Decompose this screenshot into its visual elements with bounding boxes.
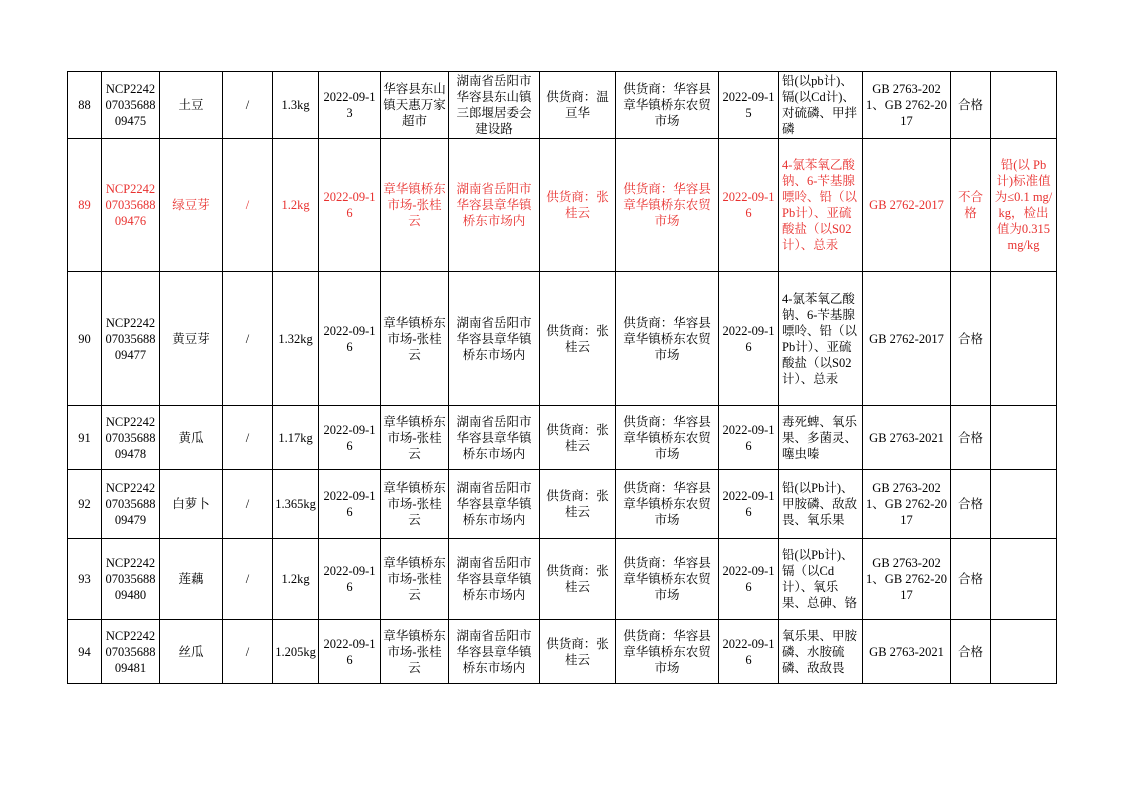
- sample-name: 黄豆芽: [160, 272, 223, 406]
- sampling-date: 2022-09-16: [719, 539, 779, 620]
- brand: /: [223, 406, 273, 470]
- seller-address: 湖南省岳阳市华容县章华镇桥东市场内: [449, 470, 540, 539]
- table-row: [68, 406, 1057, 470]
- seller-address: 湖南省岳阳市华容县章华镇桥东市场内: [449, 272, 540, 406]
- result: 合格: [951, 406, 991, 470]
- standard: GB 2762-2017: [863, 139, 951, 272]
- standard: GB 2763-2021: [863, 620, 951, 684]
- remark: [991, 539, 1057, 620]
- sampling-date: 2022-09-16: [719, 470, 779, 539]
- seller-name: 章华镇桥东市场-张桂云: [381, 272, 449, 406]
- production-date: 2022-09-13: [319, 72, 381, 139]
- result: 合格: [951, 72, 991, 139]
- table-row: [68, 620, 1057, 684]
- specification: 1.205kg: [273, 620, 319, 684]
- result: 合格: [951, 620, 991, 684]
- supplier: 供货商：张桂云: [540, 139, 616, 272]
- test-items: 铅(以pb计)、镉(以Cd计)、对硫磷、甲拌磷: [779, 72, 863, 139]
- remark: [991, 470, 1057, 539]
- row-number: 89: [68, 139, 102, 272]
- brand: /: [223, 272, 273, 406]
- sampling-date: 2022-09-16: [719, 406, 779, 470]
- row-number: 93: [68, 539, 102, 620]
- brand: /: [223, 470, 273, 539]
- supplier-market: 供货商：华容县章华镇桥东农贸市场: [616, 470, 719, 539]
- sample-name: 土豆: [160, 72, 223, 139]
- test-items: 4-氯苯氧乙酸钠、6-苄基腺嘌呤、铅（以Pb计）、亚硫酸盐（以S02计）、总汞: [779, 272, 863, 406]
- row-number: 92: [68, 470, 102, 539]
- sample-name: 绿豆芽: [160, 139, 223, 272]
- production-date: 2022-09-16: [319, 620, 381, 684]
- sample-id: NCP224207035688 09481: [102, 620, 160, 684]
- remark: [991, 406, 1057, 470]
- table-row: [68, 470, 1057, 539]
- test-items: 毒死蜱、氧乐果、多菌灵、噻虫嗪: [779, 406, 863, 470]
- sample-id: NCP224207035688 09478: [102, 406, 160, 470]
- sampling-date: 2022-09-16: [719, 139, 779, 272]
- sample-id: NCP224207035688 09476: [102, 139, 160, 272]
- production-date: 2022-09-16: [319, 470, 381, 539]
- test-items: 氧乐果、甲胺磷、水胺硫磷、敌敌畏: [779, 620, 863, 684]
- test-items: 铅(以Pb计)、镉（以Cd计）、氧乐果、总砷、铬: [779, 539, 863, 620]
- production-date: 2022-09-16: [319, 539, 381, 620]
- result: 合格: [951, 470, 991, 539]
- supplier-market: 供货商：华容县章华镇桥东农贸市场: [616, 539, 719, 620]
- seller-address: 湖南省岳阳市华容县章华镇桥东市场内: [449, 539, 540, 620]
- production-date: 2022-09-16: [319, 406, 381, 470]
- remark: [991, 620, 1057, 684]
- row-number: 94: [68, 620, 102, 684]
- supplier: 供货商：张桂云: [540, 272, 616, 406]
- supplier: 供货商：张桂云: [540, 470, 616, 539]
- seller-name: 章华镇桥东市场-张桂云: [381, 139, 449, 272]
- sample-id: NCP224207035688 09477: [102, 272, 160, 406]
- remark: 铅(以 Pb 计)标准值为≤0.1 mg/kg，检出值为0.315mg/kg: [991, 139, 1057, 272]
- standard: GB 2763-2021、GB 2762-2017: [863, 539, 951, 620]
- test-items: 铅(以Pb计)、甲胺磷、敌敌畏、氧乐果: [779, 470, 863, 539]
- sample-name: 丝瓜: [160, 620, 223, 684]
- seller-address: 湖南省岳阳市华容县章华镇桥东市场内: [449, 139, 540, 272]
- standard: GB 2762-2017: [863, 272, 951, 406]
- row-number: 90: [68, 272, 102, 406]
- standard: GB 2763-2021: [863, 406, 951, 470]
- specification: 1.32kg: [273, 272, 319, 406]
- seller-address: 湖南省岳阳市华容县东山镇三郎堰居委会建设路: [449, 72, 540, 139]
- result: 合格: [951, 539, 991, 620]
- production-date: 2022-09-16: [319, 139, 381, 272]
- supplier-market: 供货商：华容县章华镇桥东农贸市场: [616, 620, 719, 684]
- seller-name: 章华镇桥东市场-张桂云: [381, 406, 449, 470]
- row-number: 88: [68, 72, 102, 139]
- row-number: 91: [68, 406, 102, 470]
- specification: 1.2kg: [273, 139, 319, 272]
- sampling-date: 2022-09-16: [719, 620, 779, 684]
- seller-address: 湖南省岳阳市华容县章华镇桥东市场内: [449, 620, 540, 684]
- table-row: [68, 539, 1057, 620]
- production-date: 2022-09-16: [319, 272, 381, 406]
- supplier: 供货商：张桂云: [540, 539, 616, 620]
- sampling-date: 2022-09-16: [719, 272, 779, 406]
- sample-id: NCP224207035688 09475: [102, 72, 160, 139]
- specification: 1.3kg: [273, 72, 319, 139]
- sample-id: NCP224207035688 09479: [102, 470, 160, 539]
- specification: 1.2kg: [273, 539, 319, 620]
- supplier-market: 供货商：华容县章华镇桥东农贸市场: [616, 139, 719, 272]
- sample-name: 黄瓜: [160, 406, 223, 470]
- seller-name: 章华镇桥东市场-张桂云: [381, 620, 449, 684]
- brand: /: [223, 539, 273, 620]
- seller-name: 章华镇桥东市场-张桂云: [381, 539, 449, 620]
- result: 不合格: [951, 139, 991, 272]
- supplier: 供货商：张桂云: [540, 406, 616, 470]
- supplier-market: 供货商：华容县章华镇桥东农贸市场: [616, 406, 719, 470]
- test-items: 4-氯苯氧乙酸钠、6-苄基腺嘌呤、铅（以Pb计）、亚硫酸盐（以S02计）、总汞: [779, 139, 863, 272]
- specification: 1.365kg: [273, 470, 319, 539]
- supplier: 供货商：温亘华: [540, 72, 616, 139]
- brand: /: [223, 620, 273, 684]
- table-row: [68, 139, 1057, 272]
- brand: /: [223, 139, 273, 272]
- remark: [991, 272, 1057, 406]
- supplier: 供货商：张桂云: [540, 620, 616, 684]
- sample-id: NCP224207035688 09480: [102, 539, 160, 620]
- supplier-market: 供货商：华容县章华镇桥东农贸市场: [616, 272, 719, 406]
- inspection-table: [67, 71, 1057, 684]
- result: 合格: [951, 272, 991, 406]
- standard: GB 2763-2021、GB 2762-2017: [863, 470, 951, 539]
- remark: [991, 72, 1057, 139]
- seller-address: 湖南省岳阳市华容县章华镇桥东市场内: [449, 406, 540, 470]
- seller-name: 章华镇桥东市场-张桂云: [381, 470, 449, 539]
- sample-name: 白萝卜: [160, 470, 223, 539]
- sample-name: 莲藕: [160, 539, 223, 620]
- supplier-market: 供货商：华容县章华镇桥东农贸市场: [616, 72, 719, 139]
- table-row: [68, 272, 1057, 406]
- specification: 1.17kg: [273, 406, 319, 470]
- table-row: [68, 72, 1057, 139]
- brand: /: [223, 72, 273, 139]
- standard: GB 2763-2021、GB 2762-2017: [863, 72, 951, 139]
- seller-name: 华容县东山镇天惠万家超市: [381, 72, 449, 139]
- sampling-date: 2022-09-15: [719, 72, 779, 139]
